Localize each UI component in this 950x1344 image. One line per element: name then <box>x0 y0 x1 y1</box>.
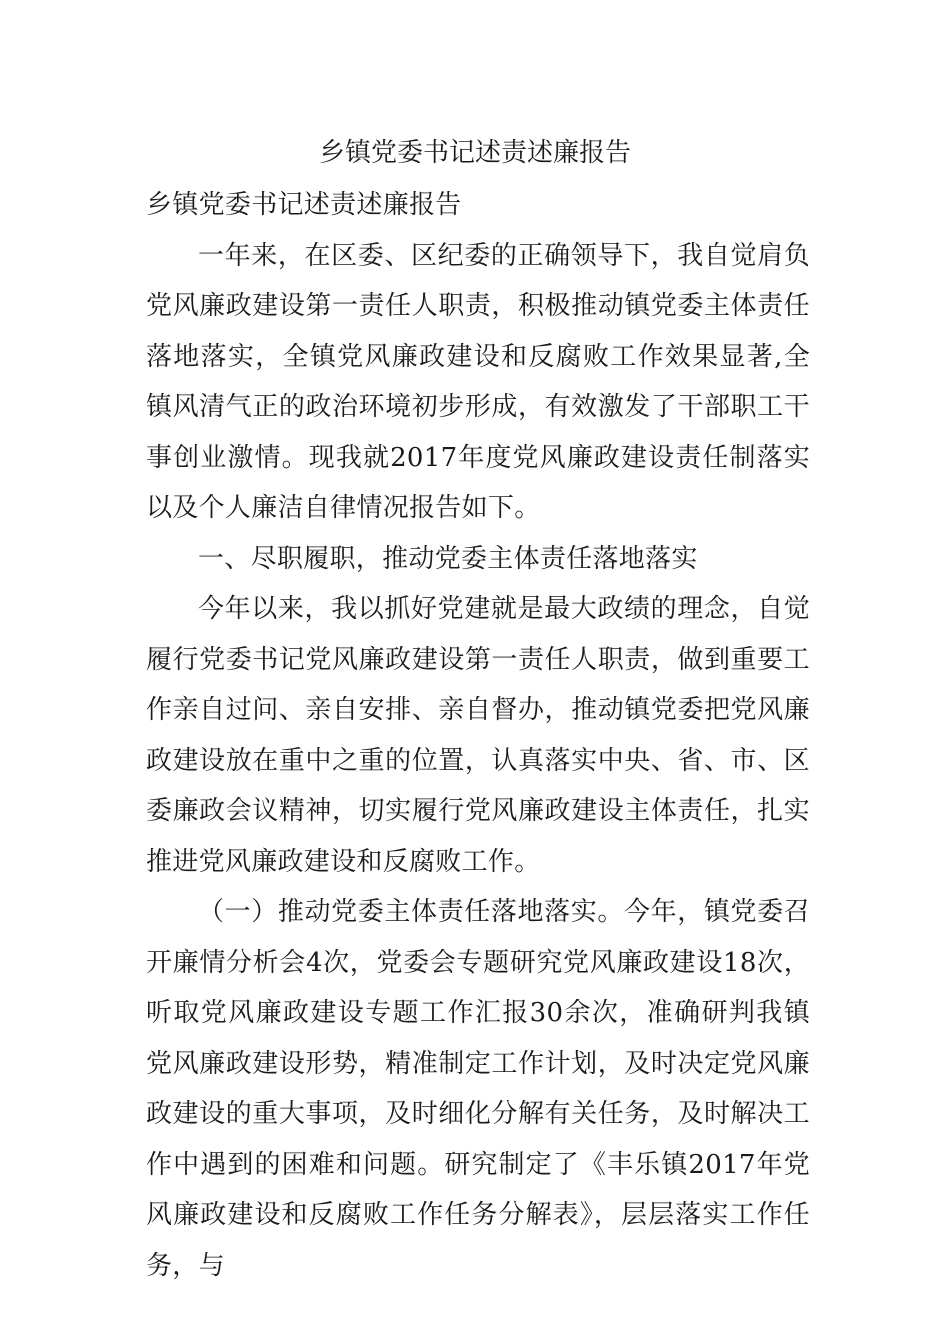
document-title: 乡镇党委书记述责述廉报告 <box>318 138 631 168</box>
document-subtitle: 乡镇党委书记述责述廉报告 <box>146 190 462 220</box>
paragraph-section-1: 今年以来，我以抓好党建就是最大政绩的理念，自觉履行党委书记党风廉政建设第一责任人职责，做到重要工作亲自过问、亲自安排、亲自督办，推动镇党委把党风廉政建设放在重中之重的位置，认真落实中央、省、市、区委廉政会议精神，切实履行党风廉政建设主体责任，扎实推进党风廉政建设和反腐败工作。 <box>146 594 810 877</box>
paragraph-intro: 一年来，在区委、区纪委的正确领导下，我自觉肩负党风廉政建设第一责任人职责，积极推动镇党委主体责任落地落实，全镇党风廉政建设和反腐败工作效果显著,全镇风清气正的政治环境初步形成，有效激发了干部职工干事创业激情。现我就2017年度党风廉政建设责任制落实以及个人廉洁自律情况报告如下。 <box>146 240 810 523</box>
document-body <box>146 180 810 1291</box>
section-heading: 一、尽职履职，推动党委主体责任落地落实 <box>198 543 698 574</box>
paragraph-subsection-1: （一）推动党委主体责任落地落实。今年，镇党委召开廉情分析会4次，党委会专题研究党风廉政建设18次，听取党风廉政建设专题工作汇报30余次，准确研判我镇党风廉政建设形势，精准制定工作计划，及时决定党风廉政建设的重大事项，及时细化分解有关任务，及时解决工作中遇到的困难和问题。研究制定了《丰乐镇2017年党风廉政建设和反腐败工作任务分解表》，层层落实工作任务，与 <box>146 897 810 1281</box>
